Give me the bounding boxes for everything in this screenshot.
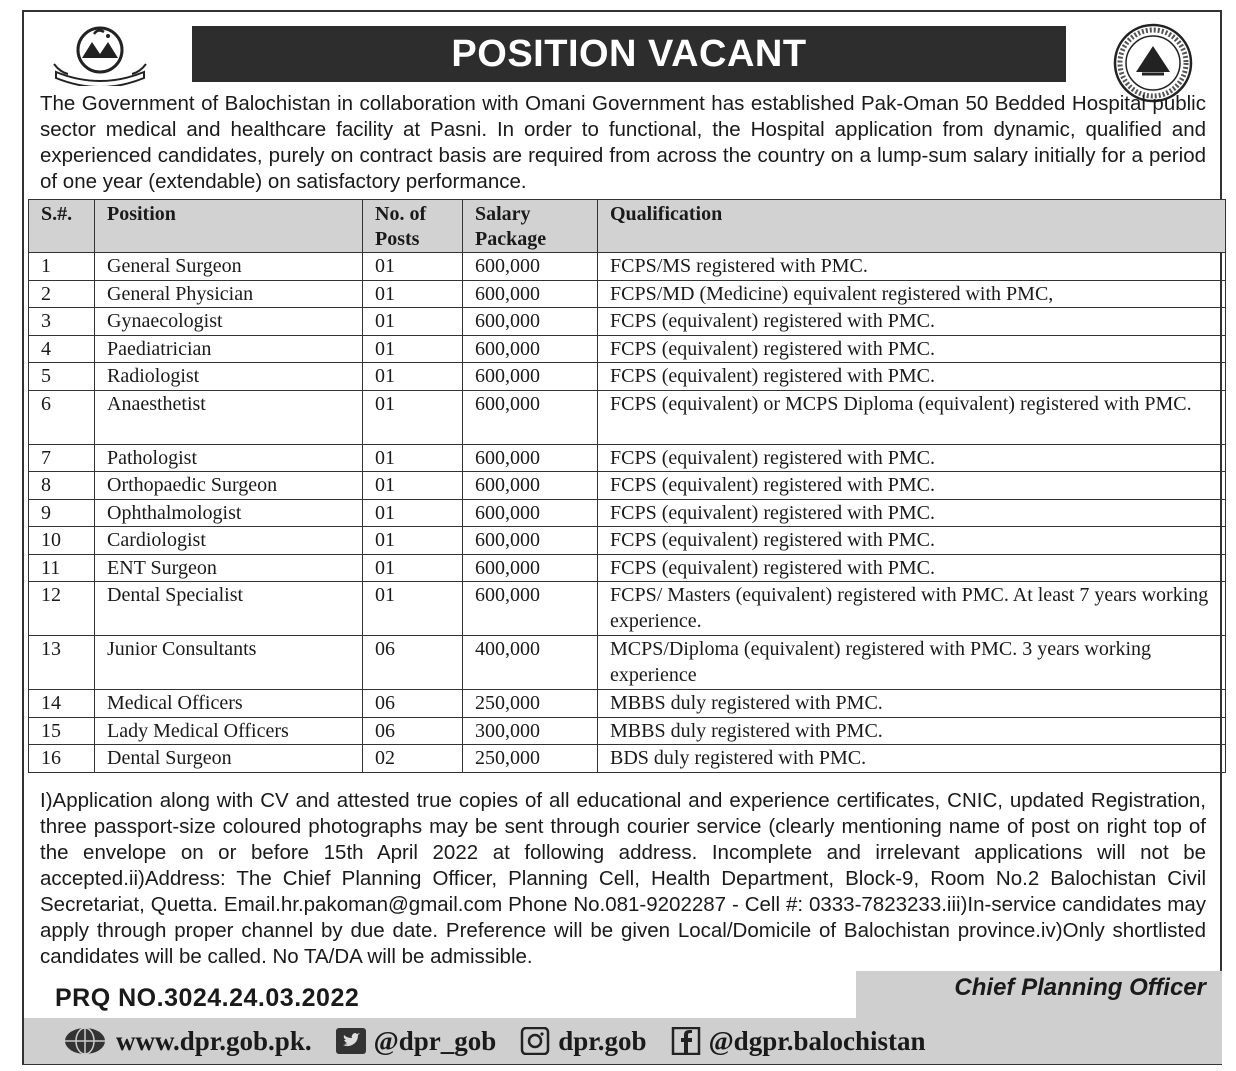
table-row [29, 444, 1226, 472]
row-position: Medical Officers [95, 690, 363, 718]
row-salary: 600,000 [463, 335, 598, 363]
row-position: Dental Surgeon [95, 745, 363, 773]
row-qualification: FCPS (equivalent) or MCPS Diploma (equivalent) registered with PMC. [598, 390, 1226, 444]
row-position: ENT Surgeon [95, 554, 363, 582]
row-sn: 9 [29, 499, 95, 527]
row-qualification: FCPS (equivalent) registered with PMC. [598, 363, 1226, 391]
table-row [29, 527, 1226, 555]
row-posts: 02 [363, 745, 463, 773]
row-posts: 01 [363, 582, 463, 636]
footer-facebook[interactable] [671, 1026, 926, 1057]
row-posts: 01 [363, 280, 463, 308]
row-salary: 600,000 [463, 444, 598, 472]
table-row [29, 280, 1226, 308]
positions-table [28, 199, 1226, 773]
title-banner [192, 26, 1066, 82]
row-position: Lady Medical Officers [95, 717, 363, 745]
row-sn: 14 [29, 690, 95, 718]
header-posts-line2: Posts [375, 228, 420, 250]
table-row [29, 390, 1226, 444]
prq-number: PRQ NO.3024.24.03.2022 [55, 984, 360, 1012]
header-posts-line1: No. of [375, 203, 427, 225]
table-row [29, 363, 1226, 391]
row-position: Dental Specialist [95, 582, 363, 636]
row-salary: 600,000 [463, 253, 598, 281]
table-row [29, 582, 1226, 636]
row-qualification: MBBS duly registered with PMC. [598, 717, 1226, 745]
table-row [29, 690, 1226, 718]
website-link[interactable]: www.dpr.gob.pk. [116, 1025, 312, 1056]
row-salary: 600,000 [463, 308, 598, 336]
row-salary: 600,000 [463, 499, 598, 527]
row-qualification: BDS duly registered with PMC. [598, 745, 1226, 773]
table-row [29, 717, 1226, 745]
row-qualification: FCPS (equivalent) registered with PMC. [598, 499, 1226, 527]
row-position: Paediatrician [95, 335, 363, 363]
header-sn: S.#. [29, 200, 95, 253]
row-sn: 6 [29, 390, 95, 444]
row-sn: 4 [29, 335, 95, 363]
row-sn: 11 [29, 554, 95, 582]
table-row [29, 335, 1226, 363]
row-salary: 600,000 [463, 280, 598, 308]
row-salary: 300,000 [463, 717, 598, 745]
row-posts: 06 [363, 717, 463, 745]
row-salary: 250,000 [463, 745, 598, 773]
table-row [29, 472, 1226, 500]
row-salary: 250,000 [463, 690, 598, 718]
twitter-handle[interactable]: @dpr_gob [373, 1025, 497, 1056]
table-row [29, 745, 1226, 773]
table-row [29, 636, 1226, 690]
row-sn: 1 [29, 253, 95, 281]
row-posts: 06 [363, 636, 463, 690]
table-row [29, 499, 1226, 527]
instagram-handle[interactable]: dpr.gob [558, 1025, 647, 1056]
header-qualification: Qualification [598, 200, 1226, 253]
row-qualification: FCPS (equivalent) registered with PMC. [598, 472, 1226, 500]
instagram-icon [520, 1027, 550, 1055]
row-qualification: MCPS/Diploma (equivalent) registered with PMC. 3 years working experience [598, 636, 1226, 690]
footer-bar [24, 1018, 1222, 1064]
row-position: Cardiologist [95, 527, 363, 555]
row-qualification: MBBS duly registered with PMC. [598, 690, 1226, 718]
globe-icon [62, 1026, 108, 1056]
row-posts: 01 [363, 308, 463, 336]
row-salary: 600,000 [463, 582, 598, 636]
footer-instagram[interactable] [520, 1026, 646, 1057]
row-position: Orthopaedic Surgeon [95, 472, 363, 500]
header-position: Position [95, 200, 363, 253]
row-sn: 7 [29, 444, 95, 472]
row-posts: 01 [363, 253, 463, 281]
row-qualification: FCPS (equivalent) registered with PMC. [598, 308, 1226, 336]
row-salary: 600,000 [463, 554, 598, 582]
row-sn: 12 [29, 582, 95, 636]
row-sn: 2 [29, 280, 95, 308]
row-position: Pathologist [95, 444, 363, 472]
table-row [29, 253, 1226, 281]
row-salary: 600,000 [463, 472, 598, 500]
row-sn: 15 [29, 717, 95, 745]
row-salary: 600,000 [463, 363, 598, 391]
table-header-row [29, 200, 1226, 253]
header-salary-line1: Salary [475, 203, 531, 225]
page-title: POSITION VACANT [451, 32, 807, 75]
row-posts: 01 [363, 472, 463, 500]
row-position: Gynaecologist [95, 308, 363, 336]
row-position: Anaesthetist [95, 390, 363, 444]
row-position: Radiologist [95, 363, 363, 391]
row-position: General Surgeon [95, 253, 363, 281]
balochistan-emblem-logo [50, 24, 150, 86]
header-salary-line2: Package [475, 228, 547, 250]
row-posts: 06 [363, 690, 463, 718]
row-sn: 13 [29, 636, 95, 690]
row-posts: 01 [363, 527, 463, 555]
row-sn: 8 [29, 472, 95, 500]
row-position: General Physician [95, 280, 363, 308]
header-salary [463, 200, 598, 253]
row-posts: 01 [363, 444, 463, 472]
row-salary: 600,000 [463, 390, 598, 444]
row-posts: 01 [363, 335, 463, 363]
table-row [29, 554, 1226, 582]
row-qualification: FCPS (equivalent) registered with PMC. [598, 444, 1226, 472]
row-sn: 5 [29, 363, 95, 391]
row-qualification: FCPS/ Masters (equivalent) registered with PMC. At least 7 years working experience. [598, 582, 1226, 636]
row-position: Junior Consultants [95, 636, 363, 690]
row-qualification: FCPS/MD (Medicine) equivalent registered with PMC, [598, 280, 1226, 308]
footer-website[interactable] [62, 1026, 312, 1057]
row-posts: 01 [363, 554, 463, 582]
row-qualification: FCPS (equivalent) registered with PMC. [598, 335, 1226, 363]
row-qualification: FCPS (equivalent) registered with PMC. [598, 527, 1226, 555]
table-row [29, 308, 1226, 336]
row-qualification: FCPS/MS registered with PMC. [598, 253, 1226, 281]
header-posts [363, 200, 463, 253]
row-position: Ophthalmologist [95, 499, 363, 527]
application-instructions: I)Application along with CV and attested true copies of all educational and experience certificates, CNIC, updated Registration, three passport-size coloured photographs may be sent through courier service (clearly mentioning name of post on right top of the envelope on or before 15th April 2022 at following address. Incomplete and irrelevant applications will not be accepted.ii)Address: The Chief Planning Officer, Planning Cell, Health Department, Block-9, Room No.2 Balochistan Civil Secretariat, Quetta. Email.hr.pakoman@gmail.com Phone No.081-9202287 - Cell #: 0333-7823233.iii)In-service candidates may apply through proper channel by due date. Preference will be given Local/Domicile of Balochistan province.iv)Only shortlisted candidates will be called. No TA/DA will be admissible. [40, 789, 1206, 968]
row-posts: 01 [363, 390, 463, 444]
row-sn: 10 [29, 527, 95, 555]
row-sn: 16 [29, 745, 95, 773]
facebook-icon [671, 1027, 701, 1055]
row-qualification: FCPS (equivalent) registered with PMC. [598, 554, 1226, 582]
twitter-icon [336, 1028, 366, 1054]
facebook-handle[interactable]: @dgpr.balochistan [708, 1025, 926, 1056]
signatory-title: Chief Planning Officer [954, 974, 1206, 1001]
row-salary: 600,000 [463, 527, 598, 555]
row-salary: 400,000 [463, 636, 598, 690]
footer-twitter[interactable] [336, 1026, 497, 1057]
signatory-bar [856, 971, 1222, 1020]
row-posts: 01 [363, 363, 463, 391]
row-sn: 3 [29, 308, 95, 336]
row-posts: 01 [363, 499, 463, 527]
intro-paragraph: The Government of Balochistan in collaboration with Omani Government has established Pak-Oman 50 Bedded Hospital public sector medical and healthcare facility at Pasni. In order to functional, the Hospital application from dynamic, qualified and experienced candidates, purely on contract basis are required from across the country on a lump-sum salary initially for a period of one year (extendable) on satisfactory performance. [40, 92, 1206, 193]
